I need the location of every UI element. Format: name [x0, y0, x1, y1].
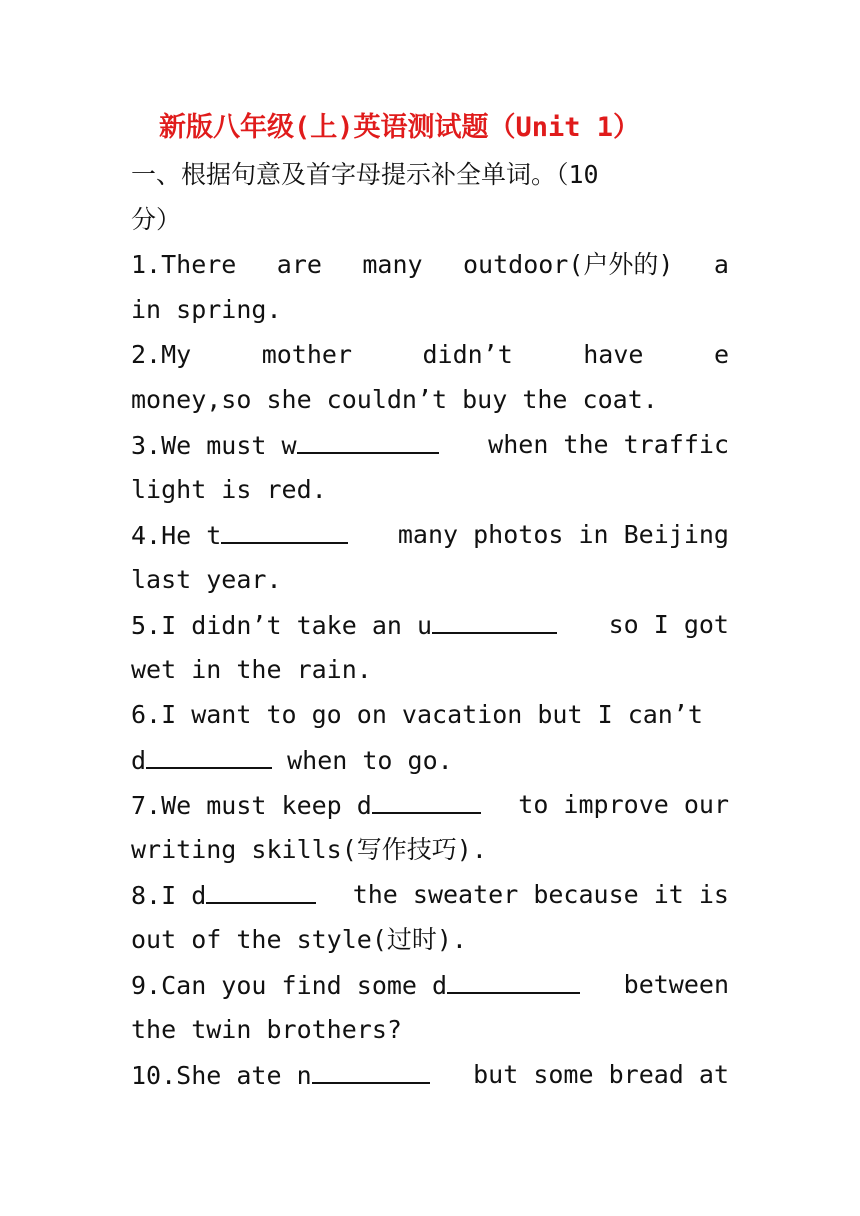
question-3-line-1 [131, 422, 729, 467]
word: mother [261, 340, 352, 369]
word: a [713, 250, 729, 279]
question-6-line-2 [131, 737, 729, 782]
question-4-line-1 [131, 512, 729, 557]
question-text: d [131, 746, 147, 775]
word: have [583, 340, 644, 369]
answer-blank[interactable] [221, 512, 348, 544]
question-4-line-2: last year. [131, 565, 282, 594]
question-text: the sweater because it is [352, 880, 729, 909]
question-text: 8.I d [131, 881, 207, 910]
section-heading: 一、根据句意及首字母提示补全单词。（10 [131, 160, 599, 189]
question-6-line-1: 6.I want to go on vacation but I can’t [131, 700, 703, 729]
question-8-line-1 [131, 872, 729, 917]
question-text: when the traffic [488, 430, 729, 459]
question-1-line-2: in spring. [131, 295, 282, 324]
question-5-line-2: wet in the rain. [131, 655, 372, 684]
word: many [362, 250, 423, 279]
word: 2.My [131, 340, 192, 369]
question-10-text [131, 1052, 430, 1097]
word: didn’t [422, 340, 513, 369]
question-text: so I got [608, 610, 729, 639]
question-text: 9.Can you find some d [131, 971, 448, 1000]
question-5-text [131, 602, 557, 647]
word: outdoor(户外的) [463, 250, 674, 279]
worksheet-page [131, 104, 729, 1097]
answer-blank[interactable] [432, 602, 557, 634]
question-3-line-2: light is red. [131, 475, 327, 504]
word: 1.There [131, 250, 237, 279]
question-9-line-1 [131, 962, 729, 1007]
question-3-text [131, 422, 439, 467]
question-text: 3.We must w [131, 431, 297, 460]
answer-blank[interactable] [447, 962, 580, 994]
word: e [713, 340, 729, 369]
question-2-line-2: money,so she couldn’t buy the coat. [131, 385, 658, 414]
question-2-line-1 [131, 332, 729, 377]
question-10-line-1 [131, 1052, 729, 1097]
question-text: to improve our [518, 790, 729, 819]
worksheet-title: 新版八年级(上)英语测试题（Unit 1） [159, 112, 641, 143]
question-7-line-2: writing skills(写作技巧). [131, 835, 487, 864]
question-9-text [131, 962, 580, 1007]
question-1-line-1 [131, 242, 729, 287]
question-text: 10.She ate n [131, 1061, 312, 1090]
question-text: many photos in Beijing [397, 520, 729, 549]
answer-blank[interactable] [206, 872, 316, 904]
question-text: when to go. [287, 746, 453, 775]
section-heading-cont: 分） [131, 205, 182, 234]
question-text: 4.He t [131, 521, 222, 550]
question-text: but some bread at [473, 1060, 729, 1089]
question-7-text [131, 782, 481, 827]
question-7-line-1 [131, 782, 729, 827]
question-text: between [623, 970, 729, 999]
question-9-line-2: the twin brothers? [131, 1015, 402, 1044]
question-4-text [131, 512, 348, 557]
question-text: 5.I didn’t take an u [131, 611, 433, 640]
answer-blank[interactable] [297, 422, 439, 454]
answer-blank[interactable] [146, 737, 272, 769]
question-8-text [131, 872, 316, 917]
question-8-line-2: out of the style(过时). [131, 925, 467, 954]
answer-blank[interactable] [372, 782, 481, 814]
question-text: 7.We must keep d [131, 791, 372, 820]
question-5-line-1 [131, 602, 729, 647]
word: are [276, 250, 322, 279]
answer-blank[interactable] [312, 1052, 430, 1084]
